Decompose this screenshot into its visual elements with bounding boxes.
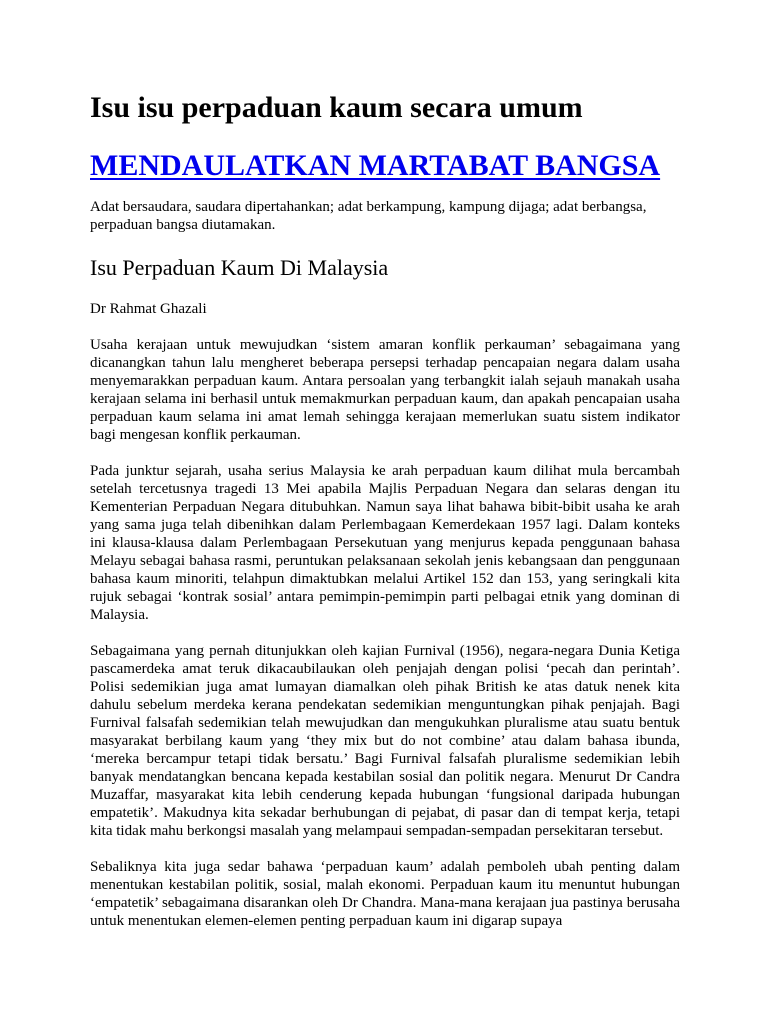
article-subheading: Isu Perpaduan Kaum Di Malaysia — [90, 255, 389, 280]
martabat-bangsa-link[interactable]: MENDAULATKAN MARTABAT BANGSA — [90, 149, 661, 182]
link-heading — [90, 148, 680, 184]
author-line: Dr Rahmat Ghazali — [90, 300, 207, 317]
page-title: Isu isu perpaduan kaum secara umum — [90, 91, 583, 124]
intro-text: Adat bersaudara, saudara dipertahankan; adat berkampung, kampung dijaga; adat berbangsa, perpaduan bangsa diutamakan. — [90, 199, 647, 233]
paragraph-3: Sebagaimana yang pernah ditunjukkan oleh kajian Furnival (1956), negara-negara Dunia Ketiga pascamerdeka amat teruk dikacaubilaukan oleh penjajah dengan polisi ‘pecah dan perintah’. Polisi sedemikian juga amat lumayan diamalkan oleh pihak British ke atas datuk nenek kita dahulu sebelum merdeka kerana pendekatan sedemikian menguntungkan pihak penjajah. Bagi Furnival falsafah sedemikian telah mewujudkan dan mengukuhkan pluralisme atau suatu bentuk masyarakat berbilang kaum yang ‘they mix but do not combine’ atau dalam bahasa ibunda, ‘mereka bercampur tetapi tidak bersatu.’ Bagi Furnival falsafah pluralisme sedemikian lebih banyak mendatangkan bencana kepada kestabilan sosial dan politik negara. Menurut Dr Candra Muzaffar, masyarakat kita lebih cenderung kepada hubungan ‘fungsional daripada hubungan empatetik’. Makudnya kita sekadar berhubungan di pejabat, di pasar dan di tempat kerja, tetapi kita tidak mahu berkongsi masalah yang melampaui sempadan-sempadan persekitaran tersebut. — [90, 642, 680, 839]
paragraph-1: Usaha kerajaan untuk mewujudkan ‘sistem amaran konflik perkauman’ sebagaimana yang dicanangkan tahun lalu mengheret beberapa persepsi terhadap pencapaian negara dalam usaha menyemarakkan perpaduan kaum. Antara persoalan yang terbangkit ialah sejauh manakah usaha kerajaan selama ini berhasil untuk memakmurkan perpaduan kaum, dan apakah pencapaian usaha perpaduan kaum selama ini amat lemah sehingga kerajaan memerlukan suatu sistem indikator bagi mengesan konflik perkauman. — [90, 336, 680, 443]
paragraph-2: Pada junktur sejarah, usaha serius Malaysia ke arah perpaduan kaum dilihat mula bercambah setelah tercetusnya tragedi 13 Mei apabila Majlis Perpaduan Negara dan selaras dengan itu Kementerian Perpaduan Negara ditubuhkan. Namun saya lihat bahawa bibit-bibit usaha ke arah yang sama juga telah dibenihkan dalam Perlembagaan Kemerdekaan 1957 lagi. Dalam konteks ini klausa-klausa dalam Perlembagaan Persekutuan yang menjurus kepada penggunaan bahasa Melayu sebagai bahasa rasmi, peruntukan pelaksanaan sekolah jenis kebangsaan dan penggunaan bahasa kaum minoriti, telahpun dimaktubkan melalui Artikel 152 dan 153, yang seringkali kita rujuk sebagai ‘kontrak sosial’ antara pemimpin-pemimpin parti pelbagai etnik yang dominan di Malaysia. — [90, 462, 680, 623]
paragraph-4: Sebaliknya kita juga sedar bahawa ‘perpaduan kaum’ adalah pemboleh ubah penting dalam menentukan kestabilan politik, sosial, malah ekonomi. Perpaduan kaum itu menuntut hubungan ‘empatetik’ sebagaimana disarankan oleh Dr Chandra. Mana-mana kerajaan jua pastinya berusaha untuk menentukan elemen-elemen penting perpaduan kaum ini digarap supaya — [90, 858, 680, 929]
